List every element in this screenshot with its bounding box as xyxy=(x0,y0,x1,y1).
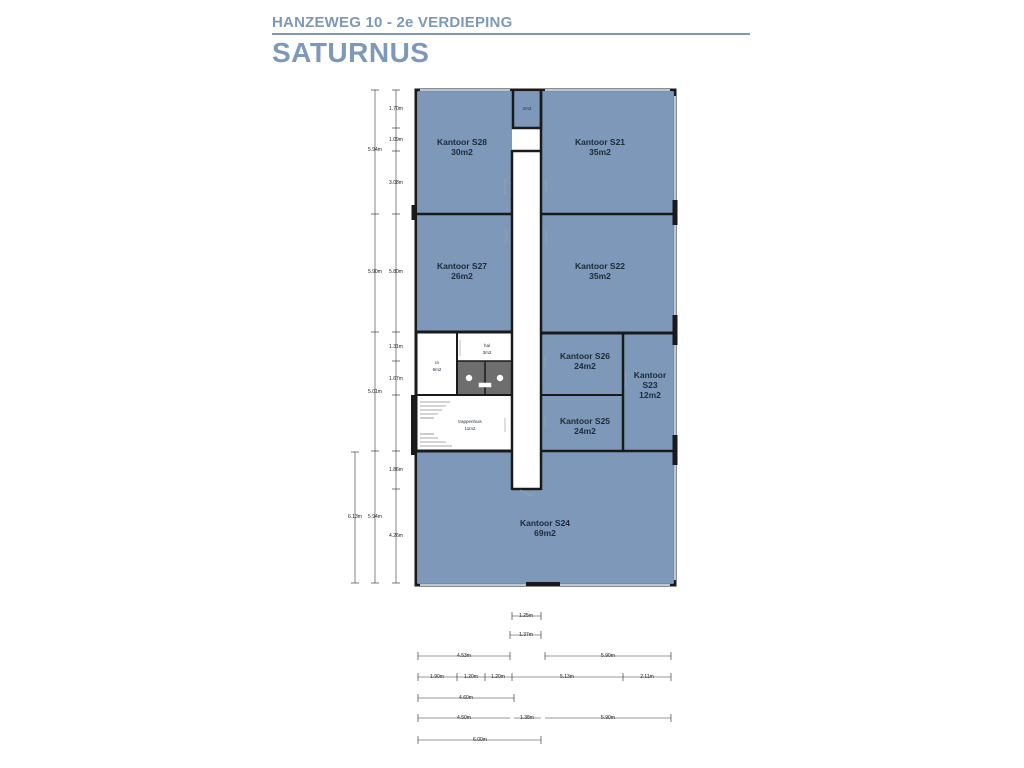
room-s27-area: 26m2 xyxy=(451,271,473,281)
room-s28-name: Kantoor S28 xyxy=(436,137,488,147)
dim-label: 4.53m xyxy=(457,653,471,659)
room-s21-name: Kantoor S21 xyxy=(574,137,626,147)
dim-label: 4.26m xyxy=(389,533,403,539)
dim-label: 1.38m xyxy=(520,715,534,721)
room-hall-area: 3m2 xyxy=(482,350,492,355)
dim-label: 5.90m xyxy=(601,653,615,659)
room-s27-name: Kantoor S27 xyxy=(436,261,488,271)
dim-label: 1.25m xyxy=(519,613,533,619)
room-hall-name: hal xyxy=(483,343,491,348)
vertical-dimensions xyxy=(355,90,396,583)
dim-label: 5.94m xyxy=(368,514,382,520)
dim-label: 5.90m xyxy=(368,269,382,275)
dim-label: 1.20m xyxy=(464,674,478,680)
address-heading: HANZEWEG 10 - 2e VERDIEPING xyxy=(272,14,513,31)
room-stairwell-name: trappenhuis xyxy=(458,419,482,424)
room-closet-name: cv xyxy=(434,360,440,365)
dim-label: 1.90m xyxy=(430,674,444,680)
dim-label: 3.08m xyxy=(389,180,403,186)
vertical-dim-labels xyxy=(348,106,403,539)
room-s24 xyxy=(418,451,673,583)
room-s22-area: 35m2 xyxy=(589,271,611,281)
room-s23-name-2: S23 xyxy=(642,380,658,390)
room-s21-area: 35m2 xyxy=(589,147,611,157)
dim-label: 1.31m xyxy=(389,344,403,350)
room-stairwell-area: 11m2 xyxy=(464,426,476,431)
corridor xyxy=(512,152,541,488)
room-s22-name: Kantoor S22 xyxy=(574,261,626,271)
room-s24-name: Kantoor S24 xyxy=(519,518,571,528)
room-s28-area: 30m2 xyxy=(451,147,473,157)
dim-label: 1.09m xyxy=(389,137,403,143)
vertical-dim-ticks xyxy=(351,90,400,583)
floor-title: SATURNUS xyxy=(272,37,430,68)
room-s23-name-1: Kantoor xyxy=(633,370,667,380)
horizontal-dim-labels xyxy=(430,613,654,743)
room-s25-area: 24m2 xyxy=(574,426,596,436)
room-s25-name: Kantoor S25 xyxy=(559,416,611,426)
dim-label: 1.20m xyxy=(491,674,505,680)
room-s24-area: 69m2 xyxy=(534,528,556,538)
dim-label: 6.13m xyxy=(348,514,362,520)
dim-label: 1.37m xyxy=(519,632,533,638)
toilet-icon xyxy=(497,375,503,381)
dim-label: 2.11m xyxy=(640,674,654,680)
dim-label: 5.94m xyxy=(368,147,382,153)
dim-label: 5.01m xyxy=(368,389,382,395)
room-s26-area: 24m2 xyxy=(574,361,596,371)
sink-icon xyxy=(479,383,491,387)
dim-label: 5.13m xyxy=(560,674,574,680)
dim-label: 5.80m xyxy=(389,269,403,275)
dim-label: 1.86m xyxy=(389,467,403,473)
dim-label: 4.60m xyxy=(459,695,473,701)
dim-label: 1.67m xyxy=(389,376,403,382)
dim-label: 5.90m xyxy=(601,715,615,721)
toilet-icon xyxy=(466,375,472,381)
dim-label: 4.50m xyxy=(457,715,471,721)
room-s26-name: Kantoor S26 xyxy=(559,351,611,361)
horizontal-dim-ticks xyxy=(418,612,671,744)
dim-label: 1.70m xyxy=(389,106,403,112)
room-s23-area: 12m2 xyxy=(639,390,661,400)
horizontal-dimensions xyxy=(418,616,671,740)
dim-label: 6.00m xyxy=(473,737,487,743)
room-closet-area: 6m2 xyxy=(432,367,442,372)
room-small-top-area: 2m2 xyxy=(522,106,532,111)
